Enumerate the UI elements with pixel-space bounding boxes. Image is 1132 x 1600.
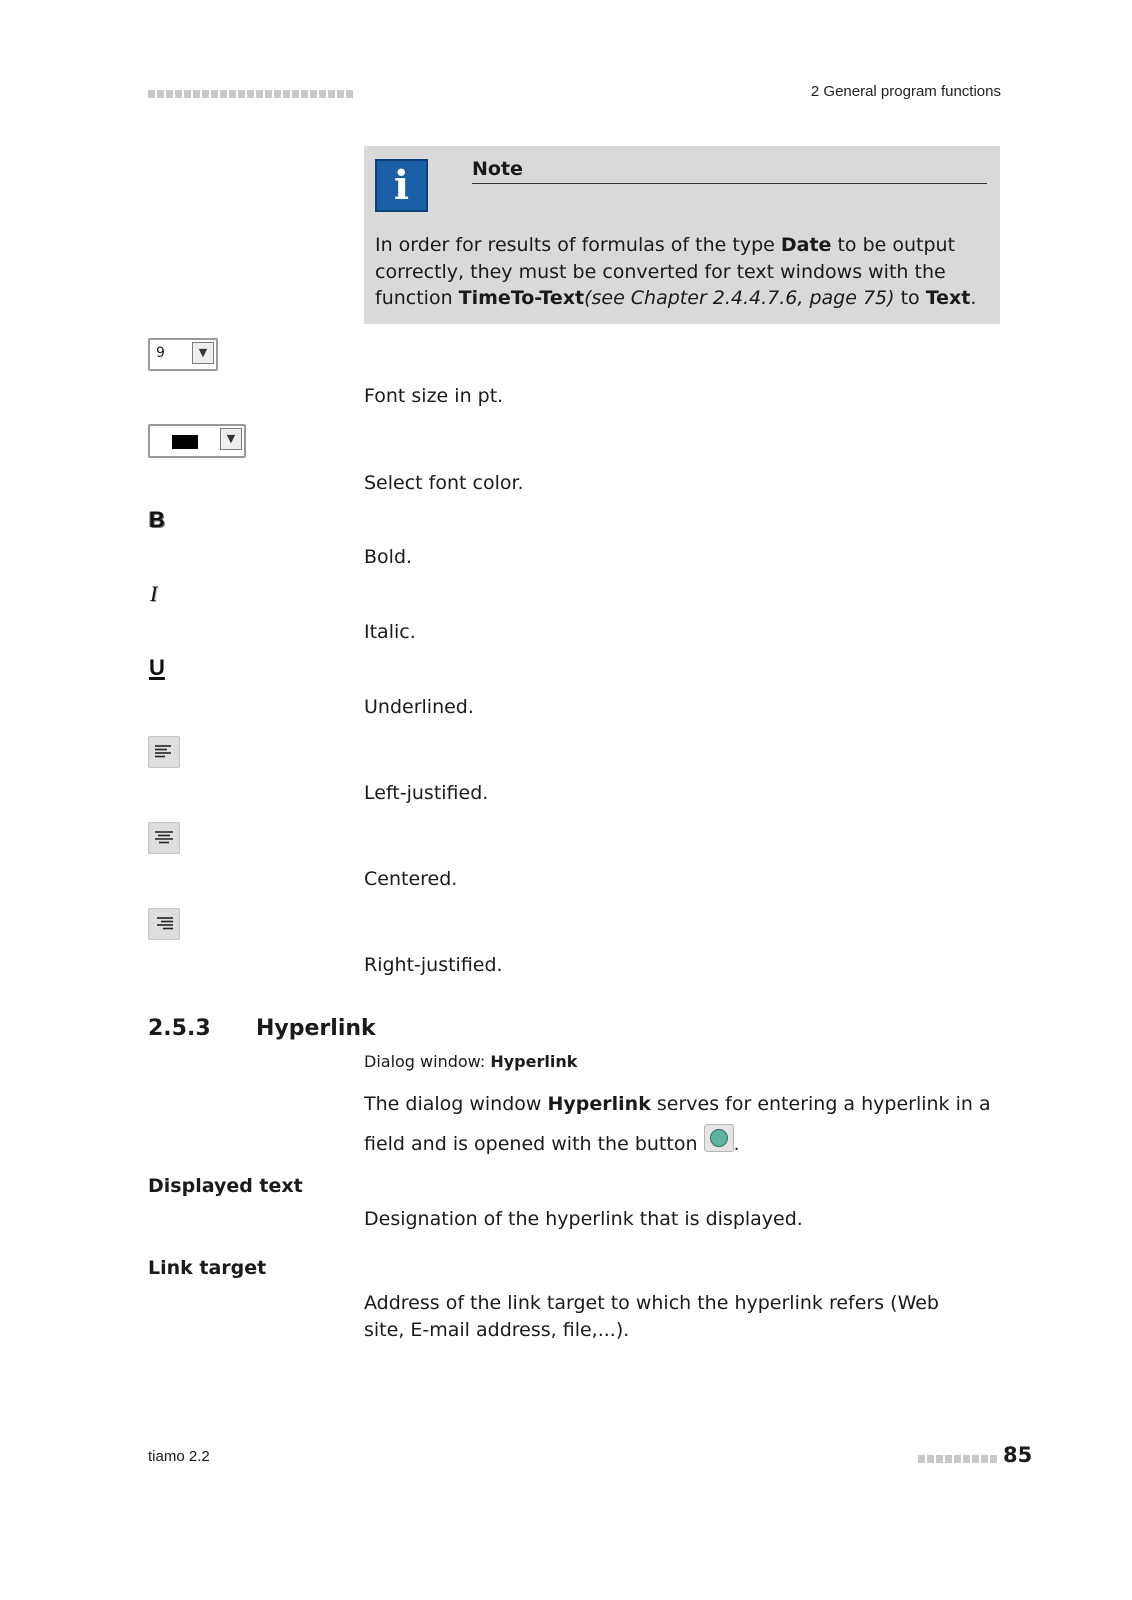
hyperlink-icon — [704, 1124, 734, 1152]
note-bold-function: TimeTo-Text — [458, 287, 585, 309]
note-cross-reference: (see Chapter 2.4.4.7.6, page 75) — [584, 287, 895, 309]
chevron-down-icon: ▼ — [192, 342, 214, 364]
align-center-icon — [148, 822, 180, 854]
chapter-title: 2 General program functions — [810, 83, 1001, 100]
section-number: 2.5.3 — [148, 1016, 211, 1041]
section-paragraph: The dialog window Hyperlink serves for entering a hyperlink in a field and is opened with the button . — [364, 1093, 991, 1155]
bold-description: Bold. — [364, 546, 413, 568]
align-center-description: Centered. — [364, 868, 458, 890]
chevron-down-icon: ▼ — [220, 428, 242, 450]
footer-decoration — [918, 1455, 997, 1463]
align-left-icon — [148, 736, 180, 768]
color-swatch — [172, 435, 198, 449]
displayed-text-description: Designation of the hyperlink that is displayed. — [364, 1208, 803, 1230]
bold-icon: B — [149, 507, 165, 532]
footer-product: tiamo 2.2 — [148, 1448, 210, 1465]
link-target-description: Address of the link target to which the hyperlink refers (Web site, E-mail address, file,...). — [364, 1292, 939, 1341]
section-title: Hyperlink — [256, 1016, 376, 1041]
font-color-combo — [148, 424, 246, 458]
italic-icon: I — [150, 581, 158, 606]
term-displayed-text: Displayed text — [148, 1175, 303, 1197]
dialog-window-label: Dialog window: Hyperlink — [364, 1052, 578, 1071]
dialog-window-name: Hyperlink — [490, 1052, 578, 1071]
note-title: Note — [472, 158, 987, 184]
page-number: 85 — [1003, 1443, 1033, 1467]
align-right-icon — [148, 908, 180, 940]
note-text: In order for results of formulas of the type Date to be output correctly, they must be converted for text windows with the function TimeTo-Text(see Chapter 2.4.4.7.6, page 75) to Text. — [375, 234, 977, 309]
note-bold-date: Date — [780, 234, 832, 256]
info-icon: i — [375, 159, 428, 212]
italic-description: Italic. — [364, 621, 416, 643]
align-left-description: Left-justified. — [364, 782, 489, 804]
note-box — [364, 146, 1000, 324]
note-bold-text: Text — [925, 287, 971, 309]
underline-description: Underlined. — [364, 696, 474, 718]
align-right-description: Right-justified. — [364, 954, 503, 976]
font-size-value: 9 — [156, 345, 165, 361]
header-decoration — [148, 90, 353, 99]
font-size-combo — [148, 338, 218, 371]
font-color-description: Select font color. — [364, 472, 524, 494]
font-size-description: Font size in pt. — [364, 385, 504, 407]
term-link-target: Link target — [148, 1257, 267, 1279]
underline-icon: U — [149, 655, 165, 680]
